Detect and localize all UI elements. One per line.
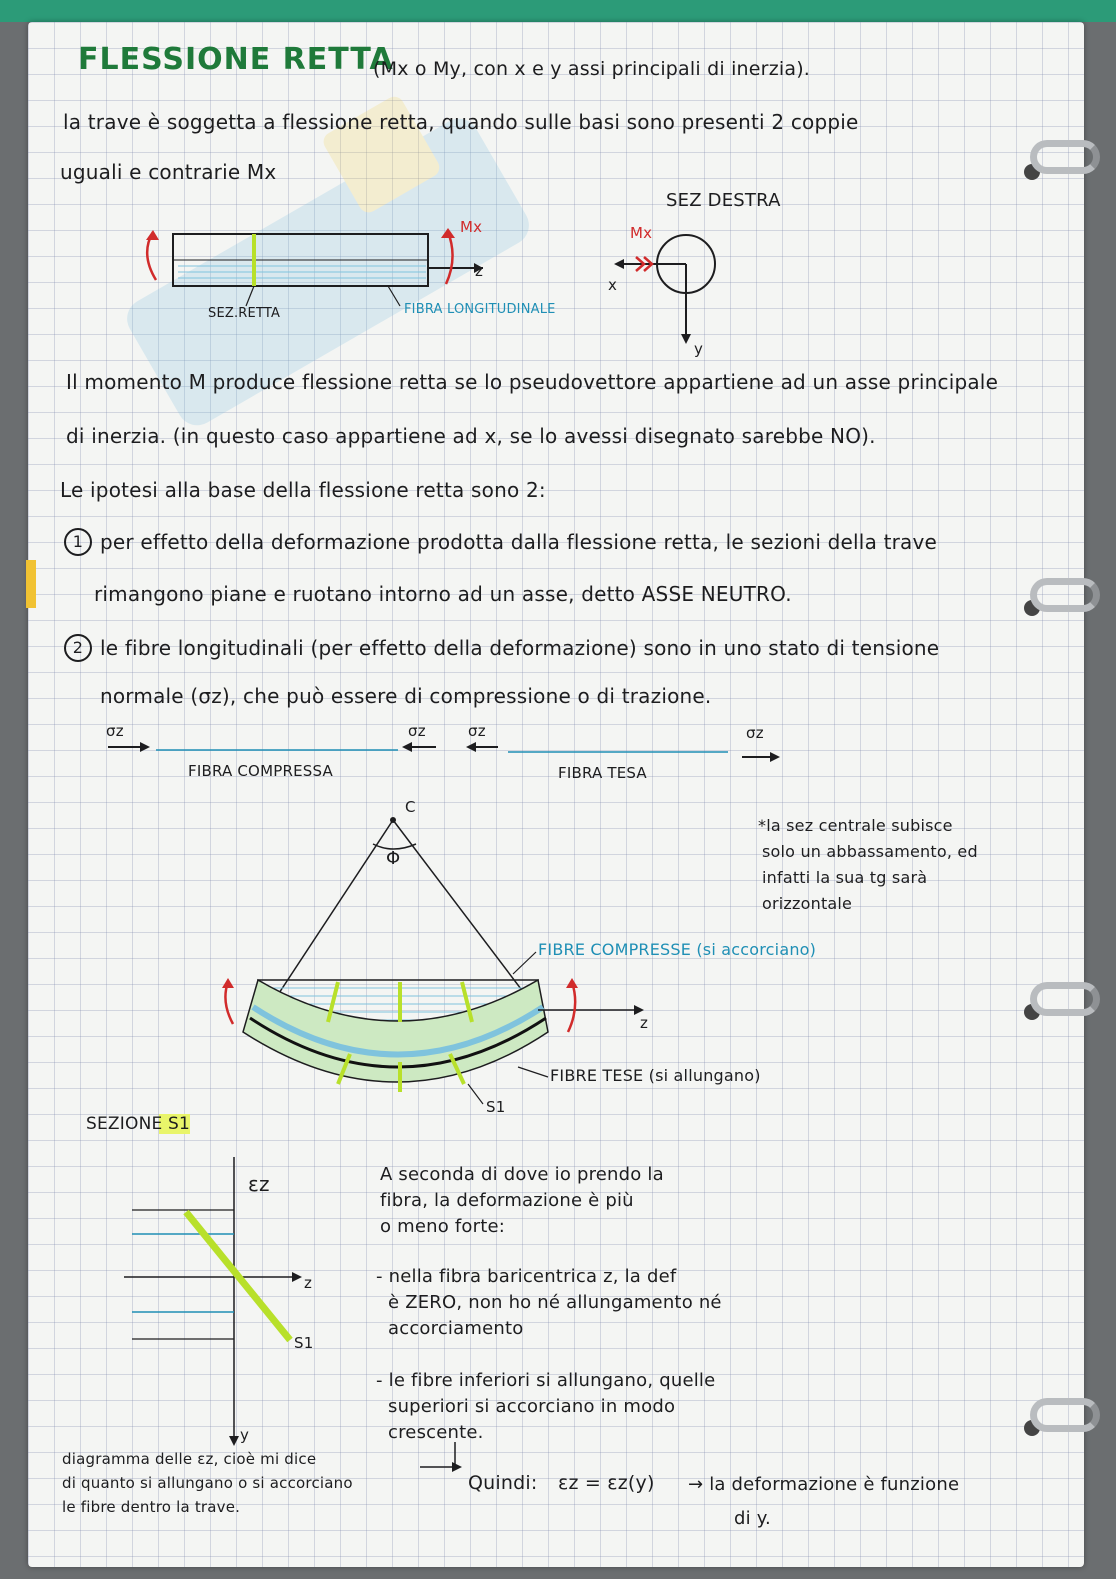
explain-p3-l1: - le fibre inferiori si allungano, quelle	[376, 1370, 716, 1391]
explain-p3-l2: superiori si accorciano in modo	[388, 1396, 676, 1417]
intro-line-2: uguali e contrarie Mx	[60, 160, 277, 184]
sez-destra-label: SEZ DESTRA	[666, 190, 781, 211]
fibra-compressa-label: FIBRA COMPRESSA	[188, 762, 333, 780]
diagram-caption-l2: di quanto si allungano o si accorciano	[62, 1474, 353, 1492]
yellow-page-tab	[26, 560, 36, 608]
beam-fibers	[178, 266, 426, 278]
binder-ring-3	[1030, 982, 1100, 1016]
note-line-2: solo un abbassamento, ed	[762, 842, 978, 861]
y-label-section: y	[694, 340, 704, 358]
figure-beam-illustrations	[28, 22, 1084, 1567]
moment-arrow-right	[446, 232, 453, 284]
center-label: C	[405, 798, 416, 816]
fibra-longitudinale-label: FIBRA LONGITUDINALE	[404, 302, 556, 317]
formula: εz = εz(y)	[558, 1472, 655, 1494]
sigma-label-4: σz	[746, 724, 764, 742]
binder-top-edge	[0, 0, 1116, 22]
section-title: SEZIONE S1	[86, 1114, 191, 1134]
paragraph-line-1: Il momento M produce flessione retta se lo pseudovettore appartiene ad un asse principale	[66, 370, 999, 394]
hypotheses-intro: Le ipotesi alla base della flessione retta sono 2:	[60, 478, 546, 502]
binder-ring-4	[1030, 1398, 1100, 1432]
hypothesis-2-number: 2	[64, 634, 92, 662]
hypothesis-2-line-1: le fibre longitudinali (per effetto della deformazione) sono in uno stato di tensione	[100, 636, 940, 660]
bend-arrow-left	[225, 982, 233, 1024]
quindi-label: Quindi:	[468, 1472, 538, 1494]
fibre-compresse-label: FIBRE COMPRESSE (si accorciano)	[538, 940, 817, 959]
notebook-page	[28, 22, 1084, 1567]
s1-label-bent: S1	[486, 1098, 506, 1116]
explain-p2-l3: accorciamento	[388, 1318, 524, 1339]
explain-p1-l1: A seconda di dove io prendo la	[380, 1164, 664, 1185]
binder-ring-2	[1030, 578, 1100, 612]
intro-line-1: la trave è soggetta a flessione retta, quando sulle basi sono presenti 2 coppie	[63, 110, 859, 134]
note-line-4: orizzontale	[762, 894, 853, 913]
epsilon-label: εz	[248, 1172, 270, 1196]
explain-p1-l2: fibra, la deformazione è più	[380, 1190, 634, 1211]
mx-label-beam: Mx	[460, 218, 483, 236]
explain-p2-l2: è ZERO, non ho né allungamento né	[388, 1292, 722, 1313]
x-label-section: x	[608, 276, 618, 294]
fibre-tese-label: FIBRE TESE (si allungano)	[550, 1066, 761, 1085]
sigma-label-1: σz	[106, 722, 124, 740]
conclusion-l2: di y.	[734, 1508, 771, 1529]
z-label-section: z	[304, 1274, 313, 1292]
strain-line	[186, 1212, 290, 1340]
diagram-caption-l3: le fibre dentro la trave.	[62, 1498, 241, 1516]
s1-label-section: S1	[294, 1334, 314, 1352]
bend-arrow-right	[568, 982, 575, 1032]
fibra-tesa-label: FIBRA TESA	[558, 764, 647, 782]
mx-label-section: Mx	[630, 224, 653, 242]
sigma-label-3: σz	[468, 722, 486, 740]
angle-label: Φ	[386, 848, 401, 869]
diagram-caption-l1: diagramma delle εz, cioè mi dice	[62, 1450, 317, 1468]
z-label-bent: z	[640, 1014, 649, 1032]
center-point	[390, 817, 396, 823]
y-label-diagram: y	[240, 1426, 250, 1444]
hypothesis-2-line-2: normale (σz), che può essere di compressione o di trazione.	[100, 684, 712, 708]
hypothesis-1-line-1: per effetto della deformazione prodotta dalla flessione retta, le sezioni della trave	[100, 530, 938, 554]
explain-p3-l3: crescente.	[388, 1422, 484, 1443]
explain-p2-l1: - nella fibra baricentrica z, la def	[376, 1266, 677, 1287]
note-line-3: infatti la sua tg sarà	[762, 868, 928, 887]
hypothesis-1-line-2: rimangono piane e ruotano intorno ad un asse, detto ASSE NEUTRO.	[94, 582, 792, 606]
sez-retta-label: SEZ.RETTA	[208, 306, 281, 321]
conclusion-l1: → la deformazione è funzione	[688, 1474, 960, 1495]
z-label-beam: z	[475, 262, 484, 280]
title-note: (Mx o My, con x e y assi principali di inerzia).	[373, 58, 811, 80]
paragraph-line-2: di inerzia. (in questo caso appartiene ad x, se lo avessi disegnato sarebbe NO).	[66, 424, 876, 448]
page-title: FLESSIONE RETTA	[78, 42, 394, 77]
sigma-label-2: σz	[408, 722, 426, 740]
binder-ring-1	[1030, 140, 1100, 174]
explain-p1-l3: o meno forte:	[380, 1216, 506, 1237]
note-line-1: *la sez centrale subisce	[758, 816, 953, 835]
hypothesis-1-number: 1	[64, 528, 92, 556]
